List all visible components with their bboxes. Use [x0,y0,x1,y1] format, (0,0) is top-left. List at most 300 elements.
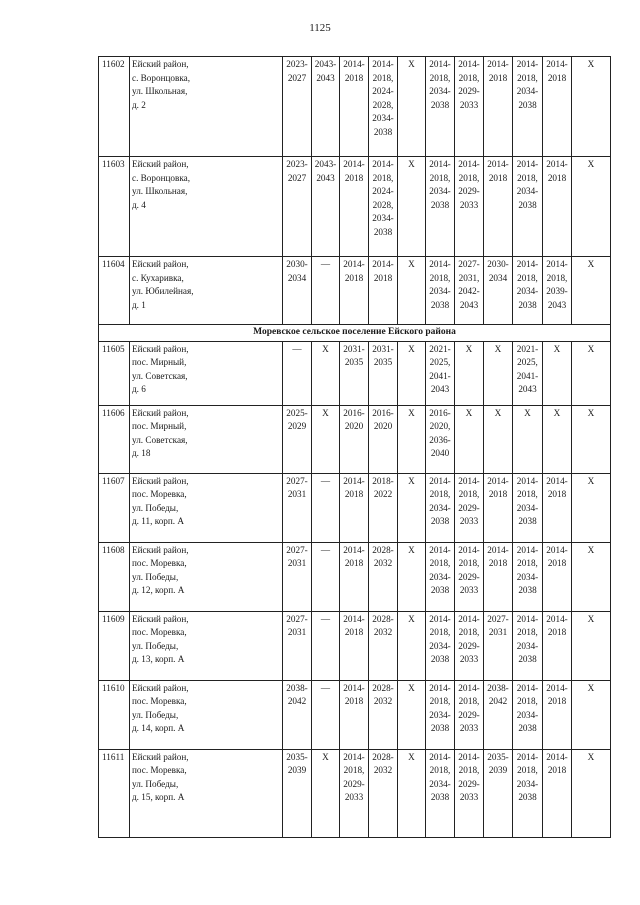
cell-line: 2014- [429,682,451,693]
cell-line: 2038 [430,792,450,803]
cell-line: 2034- [516,571,539,582]
cell-line: 2031 [287,489,307,500]
cell-line: 2038 [430,654,450,665]
cell-line: X [408,544,415,555]
period-cell [484,749,513,837]
period-cell [312,157,340,257]
period-cell [543,341,572,405]
cell-line: 2027- [286,475,308,486]
period-cell [455,749,484,837]
page-number: 1125 [309,22,331,34]
cell-line: 2018, [517,696,538,707]
cell-line: 2014- [546,475,568,486]
cell-line: 2029- [458,778,480,789]
cell-line: 2014- [458,59,480,69]
cell-line: X [494,343,502,354]
period-cell [572,157,611,257]
cell-line: X [322,751,329,762]
cell-line: 2040 [430,448,450,459]
cell-line: 2018, [546,272,568,283]
cell-line: 2029- [458,640,480,651]
table-row [99,57,611,157]
section-header-row [99,325,611,342]
cell-line: X [465,407,473,418]
cell-line: 2014- [458,682,480,693]
cell-line: 2014- [343,259,365,269]
cell-line: 2025, [429,357,451,368]
address-line: с. Воронцовка, [132,172,191,183]
cell-line: 2014- [343,682,365,693]
table-row [99,749,611,837]
cell-line: 2018, [517,489,538,500]
period-cell [340,680,369,749]
cell-line: 2018, [372,72,394,83]
cell-line: 2018, [429,489,451,500]
cell-line: 2018, [458,558,480,569]
cell-line: 2014- [372,59,394,69]
cell-line: 2014- [516,682,539,693]
cell-line: X [322,343,329,354]
cell-line: X [553,343,561,354]
cell-line: 2043 [316,172,335,183]
address-line: д. 2 [132,99,146,110]
cell-line: 2027- [487,613,509,624]
address-line: ул. Победы, [132,778,179,789]
period-cell [543,57,572,157]
address-cell [130,157,283,257]
cell-line: 2014- [458,475,480,486]
cell-line: 2035 [373,357,393,368]
address-line: д. 15, корп. А [132,792,185,803]
period-cell [455,473,484,542]
period-cell [572,611,611,680]
period-cell [283,749,312,837]
period-cell [484,542,513,611]
cell-line: X [587,613,595,624]
cell-line: 2018, [458,72,480,83]
address-line: ул. Юбилейная, [132,286,194,297]
cell-line: 2018, [429,558,451,569]
row-number: 11604 [99,257,130,325]
cell-line: 2034- [429,286,451,297]
cell-line: 2018 [547,558,567,569]
cell-line: 2014- [343,544,365,555]
period-cell [283,611,312,680]
period-cell [543,611,572,680]
cell-line: 2018, [429,627,451,638]
period-cell [369,157,398,257]
cell-line: 2014- [546,751,568,762]
period-cell [513,542,543,611]
cell-line: X [587,407,595,418]
cell-line: 2018, [517,172,538,183]
period-cell [572,680,611,749]
table-row [99,257,611,325]
cell-line: 2018 [344,172,364,183]
period-cell [312,542,340,611]
cell-line: 2034- [516,186,539,197]
period-cell [369,257,398,325]
cell-line: X [587,475,595,486]
address-line: Ейский район, [132,682,189,693]
address-line: Ейский район, [132,544,189,555]
cell-line: 2033 [459,723,479,734]
period-cell [426,157,455,257]
period-cell [340,405,369,473]
period-cell [513,749,543,837]
cell-line: 2031- [343,343,365,354]
address-line: Ейский район, [132,407,189,418]
address-line: пос. Мирный, [132,357,187,368]
cell-line: 2014- [429,544,451,555]
period-cell [283,680,312,749]
address-cell [130,341,283,405]
period-cell [484,473,513,542]
cell-line: 2034- [516,640,539,651]
cell-line: 2029- [458,571,480,582]
cell-line: 2043- [314,159,337,169]
cell-line: 2018, [458,489,480,500]
cell-line: 2038 [430,516,450,527]
period-cell [369,680,398,749]
address-line: д. 14, корп. А [132,723,185,734]
cell-line: — [320,544,331,555]
period-cell [572,749,611,837]
period-cell [340,542,369,611]
period-cell [369,341,398,405]
period-cell [398,542,426,611]
period-cell [426,542,455,611]
cell-line: 2041- [516,370,539,381]
cell-line: 2014- [458,544,480,555]
cell-line: 2014- [343,613,365,624]
cell-line: 2032 [373,627,393,638]
cell-line: 2028, [372,199,394,210]
cell-line: X [587,751,595,762]
cell-line: 2024- [372,186,394,197]
cell-line: 2018, [343,765,365,776]
cell-line: 2018 [547,696,567,707]
cell-line: 2018, [429,696,451,707]
cell-line: X [553,407,561,418]
cell-line: 2042 [488,696,508,707]
address-line: ул. Победы, [132,709,179,720]
address-line: ул. Советская, [132,370,188,381]
cell-line: 2018, [429,272,451,283]
period-cell [572,473,611,542]
period-cell [426,749,455,837]
period-cell [369,405,398,473]
period-cell [455,542,484,611]
cell-line: 2030- [286,259,308,269]
row-number: 11602 [99,57,130,157]
cell-line: 2038 [430,99,450,110]
cell-line: 2018 [344,627,364,638]
period-cell [340,57,369,157]
cell-line: X [587,544,595,555]
cell-line: 2020 [344,421,364,432]
cell-line: 2018, [517,72,538,83]
period-cell [312,749,340,837]
cell-line: 2014- [487,159,509,169]
cell-line: 2018, [517,558,538,569]
table-row [99,473,611,542]
cell-line: 2014- [458,751,480,762]
address-cell [130,542,283,611]
period-cell [426,405,455,473]
period-cell [340,749,369,837]
cell-line: 2014- [546,682,568,693]
period-cell [398,473,426,542]
address-line: д. 18 [132,448,151,459]
period-cell [513,611,543,680]
cell-line: 2038 [518,516,537,527]
cell-line: — [320,613,331,624]
period-cell [398,405,426,473]
cell-line: 2014- [516,751,539,762]
cell-line: X [587,159,595,169]
cell-line: 2038 [518,99,537,110]
cell-line: 2016- [372,407,394,418]
cell-line: X [408,682,415,693]
cell-line: 2018 [547,765,567,776]
cell-line: 2034- [429,571,451,582]
address-line: ул. Школьная, [132,86,188,97]
cell-line: X [322,407,329,418]
cell-line: 2018, [517,765,538,776]
cell-line: 2020 [373,421,393,432]
cell-line: 2018 [547,627,567,638]
period-cell [513,257,543,325]
cell-line: 2038 [518,792,537,803]
cell-line: 2014- [458,613,480,624]
cell-line: 2018 [344,558,364,569]
period-cell [312,257,340,325]
cell-line: 2035- [487,751,509,762]
cell-line: 2018 [373,272,393,283]
cell-line: 2034- [516,86,539,97]
period-cell [455,611,484,680]
cell-line: X [524,407,531,418]
address-line: Ейский район, [132,751,189,762]
cell-line: X [587,59,595,69]
cell-line: 2014- [458,159,480,169]
cell-line: 2014- [546,159,568,169]
cell-line: 2038 [518,585,537,596]
period-cell [283,157,312,257]
cell-line: 2018 [344,489,364,500]
cell-line: 2041- [429,370,451,381]
period-cell [543,405,572,473]
address-line: Ейский район, [132,59,189,69]
period-cell [455,157,484,257]
period-cell [312,473,340,542]
cell-line: 2014- [343,751,365,762]
period-cell [484,680,513,749]
cell-line: 2014- [487,475,509,486]
cell-line: 2014- [516,259,539,269]
table-row [99,405,611,473]
cell-line: 2018, [458,696,480,707]
cell-line: 2027 [287,172,307,183]
cell-line: 2014- [546,259,568,269]
cell-line: 2028- [372,682,394,693]
period-cell [513,680,543,749]
address-line: д. 11, корп. А [132,516,185,527]
cell-line: 2018 [547,72,567,83]
schedule-table [98,56,611,838]
address-line: д. 12, корп. А [132,585,185,596]
cell-line: 2033 [459,792,479,803]
cell-line: 2018, [458,627,480,638]
period-cell [312,611,340,680]
cell-line: 2033 [459,99,479,110]
address-cell [130,57,283,157]
period-cell [283,405,312,473]
cell-line: 2043 [459,299,479,310]
address-cell [130,405,283,473]
period-cell [340,611,369,680]
period-cell [484,341,513,405]
cell-line: 2038 [373,226,393,237]
period-cell [340,473,369,542]
cell-line: 2038 [373,126,393,137]
cell-line: 2043 [547,299,567,310]
address-cell [130,473,283,542]
row-number: 11603 [99,157,130,257]
cell-line: 2038 [430,723,450,734]
period-cell [312,341,340,405]
period-cell [340,341,369,405]
cell-line: 2014- [516,159,539,169]
cell-line: 2038 [430,199,450,210]
cell-line: 2014- [429,259,451,269]
cell-line: 2018, [429,765,451,776]
address-line: пос. Моревка, [132,696,187,707]
cell-line: 2018- [372,475,394,486]
address-cell [130,611,283,680]
period-cell [543,542,572,611]
cell-line: 2031 [287,558,307,569]
cell-line: 2033 [459,654,479,665]
address-line: Ейский район, [132,159,189,169]
period-cell [426,611,455,680]
address-line: с. Кухаривка, [132,272,184,283]
cell-line: — [320,259,331,269]
cell-line: X [494,407,502,418]
cell-line: 2014- [546,544,568,555]
cell-line: 2031 [287,627,307,638]
cell-line: X [587,682,595,693]
row-number: 11609 [99,611,130,680]
cell-line: 2029 [287,421,307,432]
period-cell [572,257,611,325]
period-cell [398,341,426,405]
cell-line: 2038 [518,654,537,665]
cell-line: 2029- [458,86,480,97]
cell-line: 2035- [286,751,308,762]
cell-line: 2032 [373,765,393,776]
table-row [99,680,611,749]
period-cell [455,680,484,749]
cell-line: 2039 [287,765,307,776]
cell-line: 2014- [372,159,394,169]
cell-line: 2038- [487,682,509,693]
period-cell [484,611,513,680]
cell-line: 2018 [344,72,364,83]
cell-line: 2024- [372,86,394,97]
period-cell [398,57,426,157]
cell-line: 2023- [286,59,308,69]
period-cell [484,157,513,257]
cell-line: 2030- [487,259,509,269]
address-line: Ейский район, [132,343,189,354]
cell-line: 2014- [516,59,539,69]
cell-line: 2021- [429,343,451,354]
cell-line: 2020, [429,421,451,432]
cell-line: 2014- [429,159,451,169]
period-cell [312,680,340,749]
period-cell [484,57,513,157]
period-cell [543,749,572,837]
cell-line: 2038 [518,199,537,210]
period-cell [484,405,513,473]
cell-line: 2018, [517,272,538,283]
period-cell [426,57,455,157]
cell-line: 2031- [372,343,394,354]
period-cell [283,473,312,542]
cell-line: 2018, [517,627,538,638]
address-cell [130,749,283,837]
cell-line: 2021- [516,343,539,354]
cell-line: 2034- [429,502,451,513]
cell-line: 2018 [488,558,508,569]
address-line: ул. Школьная, [132,186,188,197]
cell-line: X [408,751,415,762]
period-cell [426,341,455,405]
cell-line: 2018 [488,489,508,500]
period-cell [484,257,513,325]
cell-line: 2043- [314,59,337,69]
cell-line: 2039 [488,765,508,776]
address-line: ул. Победы, [132,502,179,513]
section-title: Моревское сельское поселение Ейского района [99,325,611,342]
cell-line: 2028- [372,751,394,762]
address-line: пос. Моревка, [132,765,187,776]
cell-line: 2018 [488,72,508,83]
cell-line: 2029- [458,709,480,720]
address-line: ул. Победы, [132,640,179,651]
period-cell [543,157,572,257]
cell-line: 2034- [372,113,394,124]
period-cell [455,405,484,473]
cell-line: 2028- [372,544,394,555]
cell-line: 2035 [344,357,364,368]
period-cell [283,542,312,611]
address-line: д. 13, корп. А [132,654,185,665]
period-cell [398,611,426,680]
cell-line: X [465,343,473,354]
period-cell [283,341,312,405]
cell-line: 2014- [429,613,451,624]
cell-line: 2027 [287,72,307,83]
cell-line: 2043 [430,384,450,395]
cell-line: 2043 [316,72,335,83]
period-cell [572,57,611,157]
address-line: Ейский район, [132,613,189,624]
cell-line: X [408,159,415,169]
cell-line: 2018, [372,172,394,183]
